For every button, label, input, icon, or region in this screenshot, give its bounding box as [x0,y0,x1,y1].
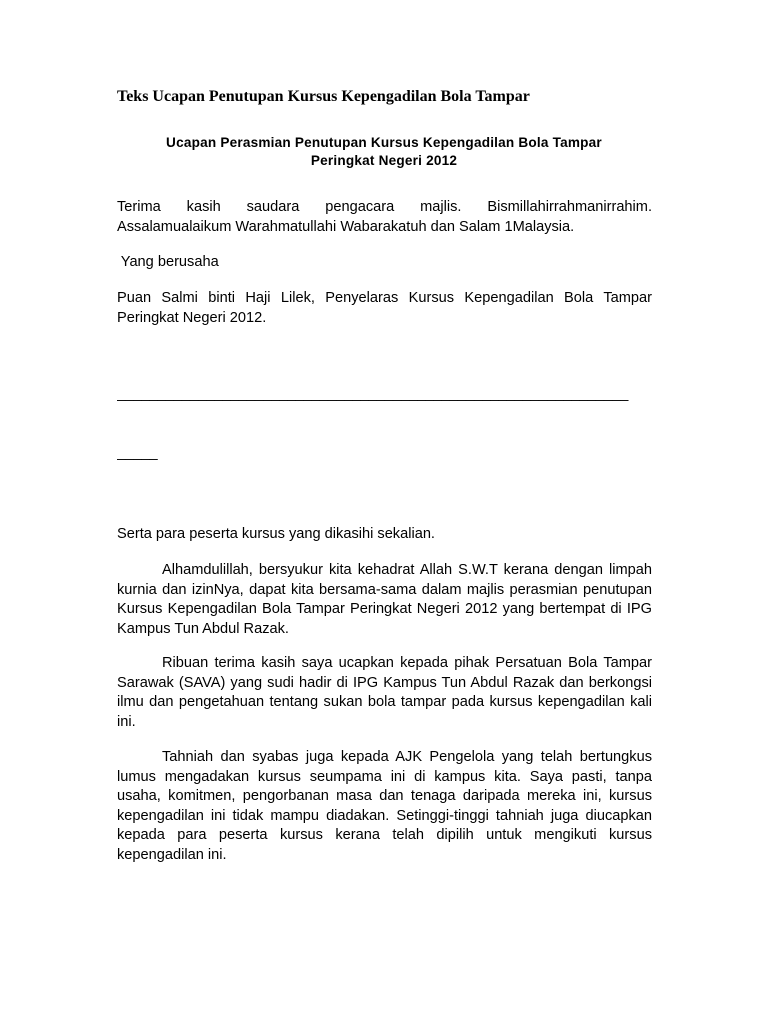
body-paragraph-2: Ribuan terima kasih saya ucapkan kepada pihak Persatuan Bola Tampar Sarawak (SAVA) yang sudi hadir di IPG Kampus Tun Abdul Razak dan berkongsi ilmu dan pengetahuan tentang sukan bola tampar pada kursus kepengadilan kali ini. [117,655,652,730]
body-paragraph-1: Alhamdulillah, bersyukur kita kehadrat Allah S.W.T kerana dengan limpah kurnia dan izinNya, dapat kita bersama-sama dalam majlis perasmian penutupan Kursus Kepengadilan Bola Tampar Peringkat Negeri 2012 yang bertempat di IPG Kampus Tun Abdul Razak. [117,562,652,637]
separator-rule-line-2: _____ [117,444,158,461]
participants-paragraph: Serta para peserta kursus yang dikasihi sekalian. [117,526,435,542]
body-paragraph-3: Tahniah dan syabas juga kepada AJK Pengelola yang telah bertungkus lumus mengadakan kursus seumpama ini di kampus kita. Saya pasti, tanpa usaha, komitmen, pengorbanan masa dan tenaga daripada mereka ini, kursus kepengadilan ini tidak mampu diadakan. Setinggi-tinggi tahniah juga diucapkan kepada para peserta kursus kerana telah dipilih untuk mengikuti kursus kepengadilan ini. [117,749,652,863]
honorific-text: Yang berusaha [117,254,219,270]
coordinator-paragraph: Puan Salmi binti Haji Lilek, Penyelaras Kursus Kepengadilan Bola Tampar Peringkat Negeri 2012. [117,290,652,326]
separator-rule [117,346,652,502]
greeting-paragraph: Terima kasih saudara pengacara majlis. Bismillahirrahmanirrahim. Assalamualaikum Warahmatullahi Wabarakatuh dan Salam 1Malaysia. [117,199,652,235]
speech-title-line-1: Ucapan Perasmian Penutupan Kursus Kepengadilan Bola Tampar [166,135,602,150]
separator-rule-line-1: _______________________________________________________________ [117,386,629,402]
speech-title [117,134,651,170]
document-title: Teks Ucapan Penutupan Kursus Kepengadilan Bola Tampar [117,88,530,105]
speech-title-line-2: Peringkat Negeri 2012 [310,153,458,168]
